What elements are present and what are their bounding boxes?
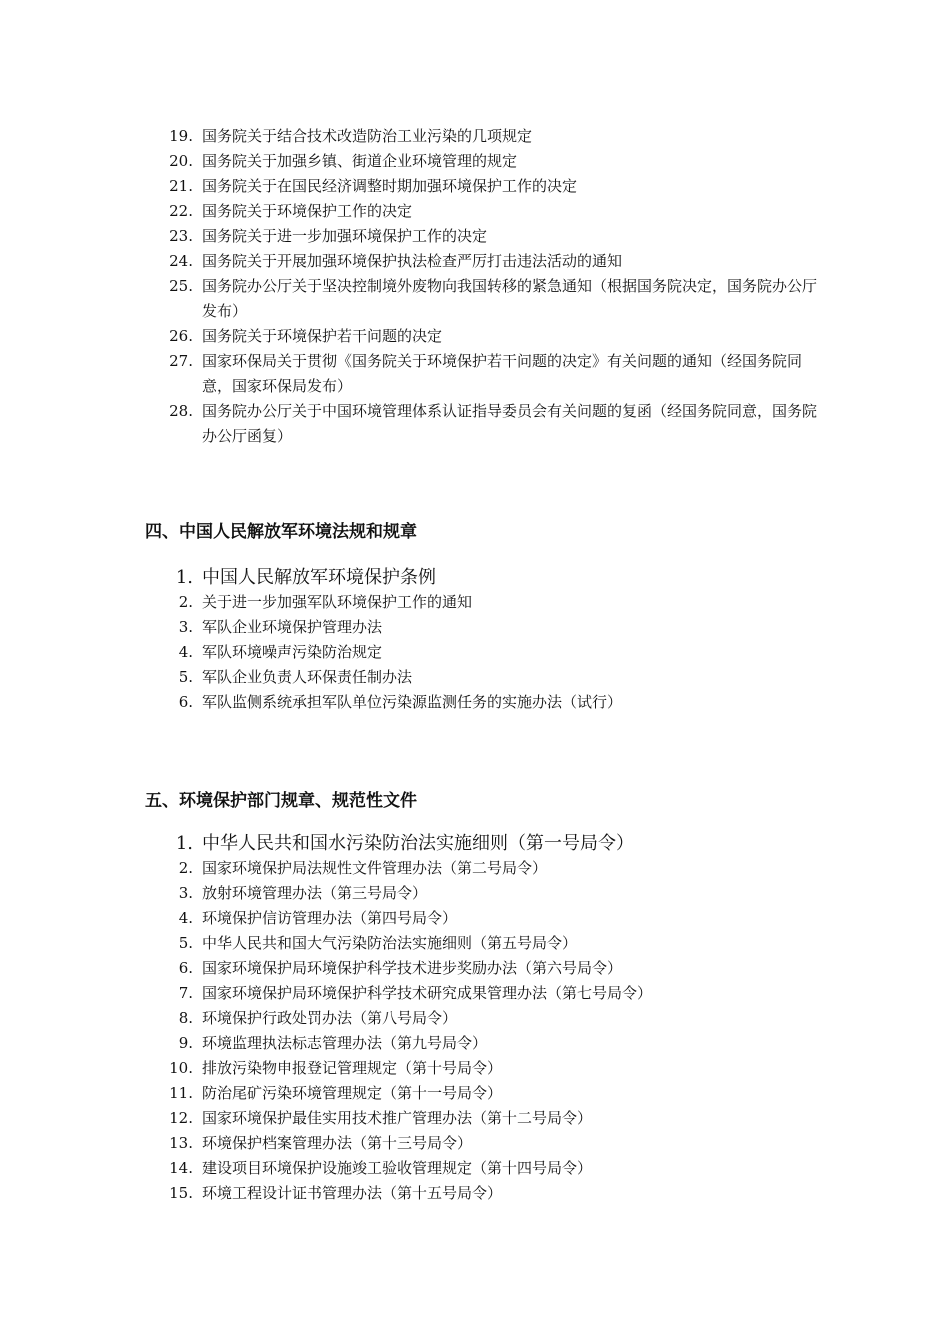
item-text: 国务院关于加强乡镇、街道企业环境管理的规定 <box>202 152 518 170</box>
item-text: 国家环境保护局环境保护科学技术进步奖励办法（第六号局令） <box>202 959 623 977</box>
item-number: 20. <box>169 152 193 170</box>
list-item <box>0 1031 817 1056</box>
item-text: 放射环境管理办法（第三号局令） <box>202 884 428 902</box>
item-number: 10. <box>169 1059 193 1077</box>
section5-list <box>0 831 817 1206</box>
item-number: 28. <box>169 402 193 420</box>
item-text: 中华人民共和国水污染防治法实施细则（第一号局令） <box>202 833 634 854</box>
item-text: 军队企业环境保护管理办法 <box>202 618 383 636</box>
list-item <box>0 1181 817 1206</box>
section4-heading: 四、中国人民解放军环境法规和规章 <box>145 522 417 542</box>
list-item <box>0 831 817 856</box>
item-number: 7. <box>178 984 193 1002</box>
item-text: 环境保护行政处罚办法（第八号局令） <box>202 1009 458 1027</box>
item-number: 1. <box>175 833 193 854</box>
item-text: 军队企业负责人环保责任制办法 <box>202 668 413 686</box>
item-text: 军队环境噪声污染防治规定 <box>202 643 383 661</box>
item-text: 关于进一步加强军队环境保护工作的通知 <box>202 593 473 611</box>
list-item <box>0 124 817 149</box>
item-number: 27. <box>169 352 193 370</box>
item-number: 3. <box>178 884 193 902</box>
list-item <box>0 249 817 274</box>
item-number: 6. <box>178 959 193 977</box>
item-number: 1. <box>175 567 193 588</box>
item-text: 国务院关于进一步加强环境保护工作的决定 <box>202 227 488 245</box>
list-item <box>0 640 817 665</box>
section3-list <box>0 124 817 449</box>
section4-list <box>0 565 817 715</box>
item-number: 5. <box>178 934 193 952</box>
list-item <box>0 956 817 981</box>
item-text: 军队监侧系统承担军队单位污染源监测任务的实施办法（试行） <box>202 693 623 711</box>
item-number: 13. <box>169 1134 193 1152</box>
list-item <box>0 149 817 174</box>
list-item <box>0 881 817 906</box>
list-item <box>0 324 817 349</box>
item-text: 国务院关于在国民经济调整时期加强环境保护工作的决定 <box>202 177 578 195</box>
list-item <box>0 274 817 324</box>
section5-heading: 五、环境保护部门规章、规范性文件 <box>145 791 417 811</box>
item-number: 22. <box>169 202 193 220</box>
list-item <box>0 690 817 715</box>
item-text: 国务院关于环境保护若干问题的决定 <box>202 327 443 345</box>
item-number: 19. <box>169 127 193 145</box>
list-item <box>0 399 817 449</box>
item-text: 国务院关于开展加强环境保护执法检查严厉打击违法活动的通知 <box>202 252 623 270</box>
item-text: 环境工程设计证书管理办法（第十五号局令） <box>202 1184 503 1202</box>
item-number: 6. <box>178 693 193 711</box>
item-text: 国家环境保护局环境保护科学技术研究成果管理办法（第七号局令） <box>202 984 653 1002</box>
list-item <box>0 1006 817 1031</box>
item-text: 中华人民共和国大气污染防治法实施细则（第五号局令） <box>202 934 578 952</box>
list-item <box>0 565 817 590</box>
item-number: 2. <box>178 859 193 877</box>
list-item <box>0 665 817 690</box>
item-text: 环境保护档案管理办法（第十三号局令） <box>202 1134 473 1152</box>
list-item <box>0 1106 817 1131</box>
item-number: 5. <box>178 668 193 686</box>
item-text: 国家环境保护局法规性文件管理办法（第二号局令） <box>202 859 548 877</box>
list-item <box>0 349 817 399</box>
item-number: 9. <box>178 1034 193 1052</box>
list-item <box>0 981 817 1006</box>
item-number: 3. <box>178 618 193 636</box>
item-number: 2. <box>178 593 193 611</box>
item-number: 4. <box>178 643 193 661</box>
list-item <box>0 931 817 956</box>
list-item <box>0 1131 817 1156</box>
item-number: 11. <box>169 1084 193 1102</box>
item-number: 14. <box>169 1159 193 1177</box>
item-number: 24. <box>169 252 193 270</box>
item-text: 环境监理执法标志管理办法（第九号局令） <box>202 1034 488 1052</box>
list-item <box>0 856 817 881</box>
item-text: 防治尾矿污染环境管理规定（第十一号局令） <box>202 1084 503 1102</box>
list-item <box>0 199 817 224</box>
item-text: 国家环保局关于贯彻《国务院关于环境保护若干问题的决定》有关问题的通知（经国务院同意，国家环保局发布） <box>202 352 803 395</box>
item-text: 中国人民解放军环境保护条例 <box>202 567 436 588</box>
item-text: 环境保护信访管理办法（第四号局令） <box>202 909 458 927</box>
item-text: 国家环境保护最佳实用技术推广管理办法（第十二号局令） <box>202 1109 593 1127</box>
item-number: 15. <box>169 1184 193 1202</box>
list-item <box>0 224 817 249</box>
item-number: 23. <box>169 227 193 245</box>
list-item <box>0 615 817 640</box>
item-text: 国务院办公厅关于中国环境管理体系认证指导委员会有关问题的复函（经国务院同意，国务院办公厅函复） <box>202 402 818 445</box>
item-number: 26. <box>169 327 193 345</box>
item-text: 国务院关于结合技术改造防治工业污染的几项规定 <box>202 127 533 145</box>
list-item <box>0 1056 817 1081</box>
item-number: 12. <box>169 1109 193 1127</box>
list-item <box>0 590 817 615</box>
item-number: 4. <box>178 909 193 927</box>
list-item <box>0 1156 817 1181</box>
item-text: 建设项目环境保护设施竣工验收管理规定（第十四号局令） <box>202 1159 593 1177</box>
list-item <box>0 1081 817 1106</box>
item-text: 国务院关于环境保护工作的决定 <box>202 202 413 220</box>
item-number: 25. <box>169 277 193 295</box>
list-item <box>0 174 817 199</box>
item-number: 21. <box>169 177 193 195</box>
item-number: 8. <box>178 1009 193 1027</box>
item-text: 排放污染物申报登记管理规定（第十号局令） <box>202 1059 503 1077</box>
item-text: 国务院办公厅关于坚决控制境外废物向我国转移的紧急通知（根据国务院决定，国务院办公厅发布） <box>202 277 818 320</box>
list-item <box>0 906 817 931</box>
